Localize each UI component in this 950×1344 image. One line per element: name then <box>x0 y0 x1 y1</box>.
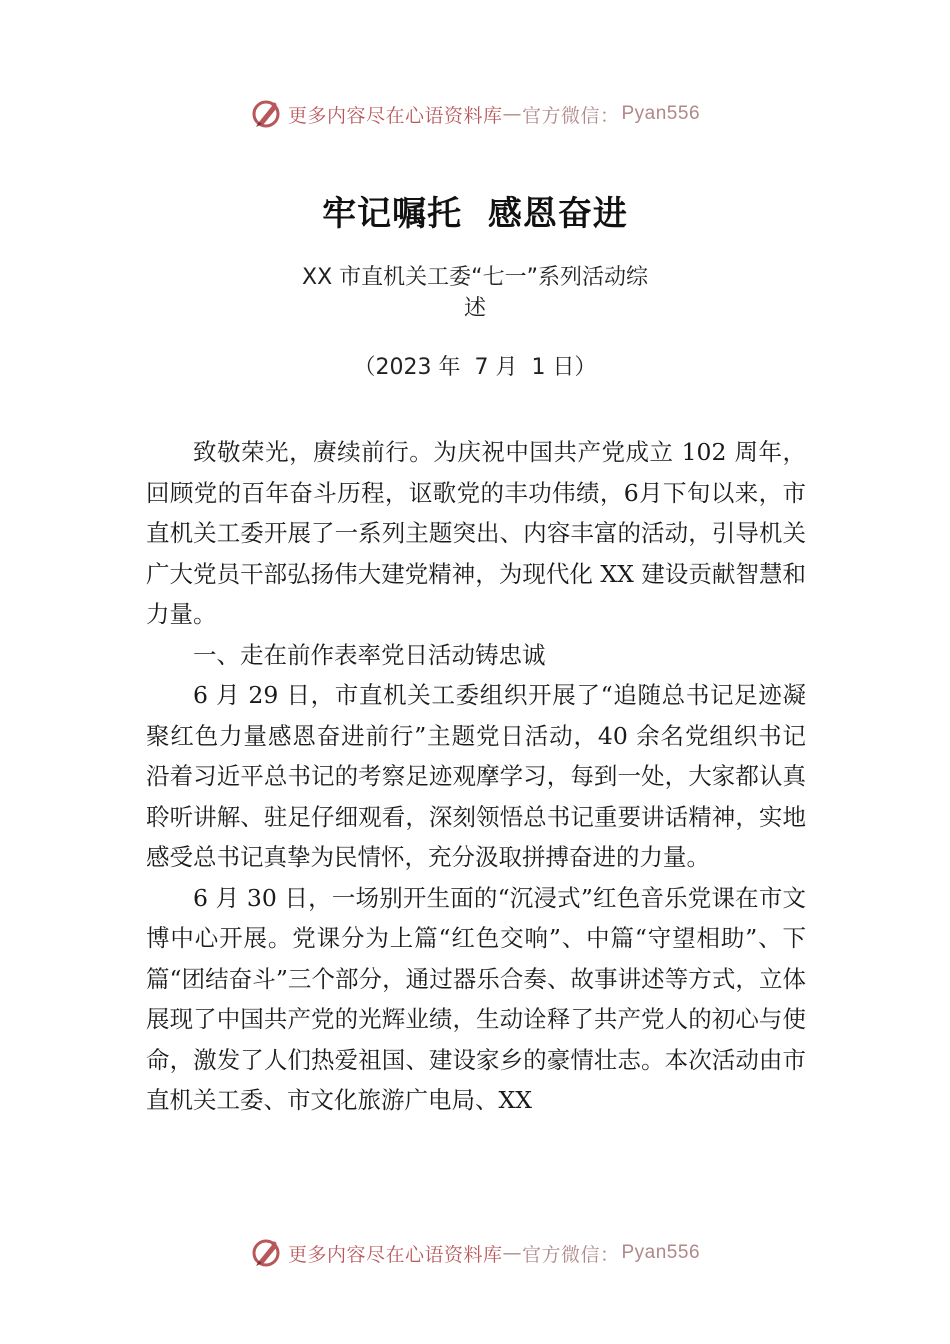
watermark-brand: 更多内容尽在心语资料库 <box>287 1243 503 1266</box>
watermark-dash: — <box>502 1242 522 1264</box>
document-subtitle <box>250 262 700 324</box>
watermark-dash: — <box>502 103 522 125</box>
watermark-wechat-id: Pyan556 <box>621 1242 701 1263</box>
body-paragraph: 6 月 29 日，市直机关工委组织开展了“追随总书记足迹凝聚红色力量感恩奋进前行”主题党日活动，40 余名党组织书记沿着习近平总书记的考察足迹观摩学习，每到一处，大家都认真聆听讲解、驻足仔细观看，深刻领悟总书记重要讲话精神，实地感受总书记真挚为民情怀，充分汲取拼搏奋进的力量。 <box>146 681 806 871</box>
subtitle-line-2: 述 <box>463 296 486 321</box>
subtitle-line-1: XX 市直机关工委“七一”系列活动综 <box>302 265 648 290</box>
document-date: （2023 年 7 月 1 日） <box>353 355 597 380</box>
document-title: 牢记嘱托 感恩奋进 <box>322 194 628 234</box>
section-heading: 一、走在前作表率党日活动铸忠诚 <box>193 640 546 669</box>
body-paragraph: 致敬荣光，赓续前行。为庆祝中国共产党成立 102 周年，回顾党的百年奋斗历程，讴歌党的丰功伟绩，6月下旬以来，市直机关工委开展了一系列主题突出、内容丰富的活动，引导机关广大党员干部弘扬伟大建党精神，为现代化 XX 建设贡献智慧和力量。 <box>146 438 806 628</box>
watermark-wechat-id: Pyan556 <box>621 103 701 124</box>
pen-logo-icon <box>250 97 284 131</box>
watermark-banner-bottom <box>0 1233 950 1273</box>
watermark-brand: 更多内容尽在心语资料库 <box>287 104 503 127</box>
pen-logo-icon <box>250 1236 284 1270</box>
watermark-banner-top <box>0 94 950 134</box>
watermark-wechat-label: 官方微信： <box>521 104 620 127</box>
watermark-wechat-label: 官方微信： <box>521 1243 620 1266</box>
body-paragraph: 6 月 30 日，一场别开生面的“沉浸式”红色音乐党课在市文博中心开展。党课分为上篇“红色交响”、中篇“守望相助”、下篇“团结奋斗”三个部分，通过器乐合奏、故事讲述等方式，立体展现了中国共产党的光辉业绩，生动诠释了共产党人的初心与使命，激发了人们热爱祖国、建设家乡的豪情壮志。本次活动由市直机关工委、市文化旅游广电局、XX <box>146 883 806 1114</box>
document-body <box>146 432 806 1121</box>
